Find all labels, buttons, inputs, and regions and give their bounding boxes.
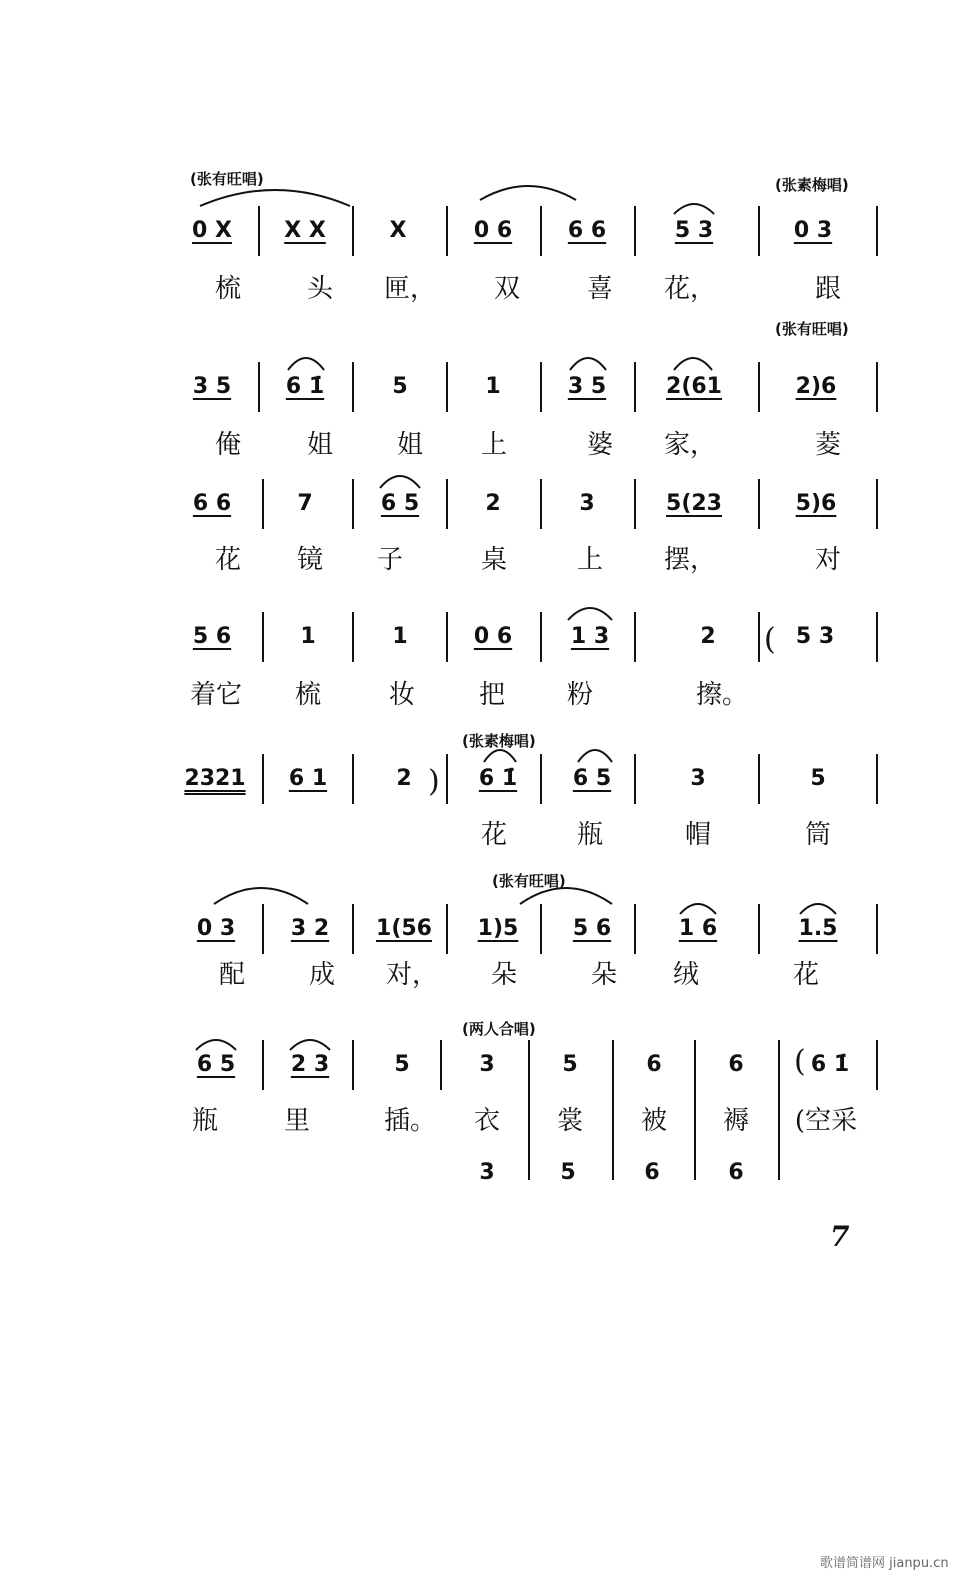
lyric-syllable: 菱 [814, 430, 842, 460]
lyric-syllable: 里 [283, 1106, 311, 1136]
second-voice-note: 3 [479, 1160, 495, 1185]
lyric-syllable: 把 [478, 680, 506, 710]
second-voice-note: 5 [560, 1160, 576, 1185]
note-group: 0 3 [793, 218, 833, 243]
note-group: 2 [396, 766, 412, 791]
note-group: X X [284, 218, 326, 243]
lyric-syllable: 俺 [214, 430, 242, 460]
slur-mark [288, 358, 324, 370]
note-group: 1 [392, 624, 408, 649]
slur-mark [568, 608, 612, 620]
page-number: 7 [830, 1220, 850, 1253]
lyric-syllable: 配 [218, 960, 246, 990]
lyric-syllable: 衣 [473, 1106, 501, 1136]
lyric-syllable: (空采 [794, 1106, 858, 1136]
note-group: 5 [394, 1052, 410, 1077]
parenthesis-mark: ) [428, 764, 440, 799]
lyric-syllable: 筒 [804, 820, 832, 850]
lyric-syllable: 婆 [586, 430, 614, 460]
note-group: 1 6 [678, 916, 718, 941]
slur-mark [520, 888, 612, 904]
note-group: 6 [728, 1052, 744, 1077]
note-group: 3 [690, 766, 706, 791]
note-group: 7 [297, 491, 313, 516]
singer-label: (张有旺唱) [775, 320, 849, 338]
lyric-syllable: 成 [308, 960, 336, 990]
lyric-syllable: 瓶 [576, 820, 604, 850]
slur-mark [484, 750, 516, 762]
note-group: 1(56 [376, 916, 432, 941]
note-group: 5 [392, 374, 408, 399]
note-group: 3 5 [192, 374, 232, 399]
note-group: 0 3 [196, 916, 236, 941]
lyric-syllable: 绒 [672, 960, 700, 990]
slur-mark [480, 186, 576, 200]
lyric-syllable: 子 [376, 545, 404, 575]
parenthesis-mark: ( [764, 622, 776, 657]
lyric-syllable: 对， [385, 960, 439, 990]
note-group: 6 1̇ [478, 766, 518, 791]
lyric-syllable: 花 [792, 960, 820, 990]
lyric-syllable: 姐 [396, 430, 424, 460]
note-group: 3 5 [567, 374, 607, 399]
site-watermark: 歌谱简谱网 jianpu.cn [820, 1556, 949, 1571]
lyric-syllable: 花， [663, 274, 717, 304]
note-group: 6 1 [288, 766, 328, 791]
lyric-syllable: 上 [480, 430, 508, 460]
lyric-syllable: 帽 [684, 820, 712, 850]
second-voice-note: 6 [644, 1160, 660, 1185]
singer-label: (两人合唱) [462, 1020, 536, 1038]
lyric-syllable: 家， [663, 430, 717, 460]
note-group: 6 [646, 1052, 662, 1077]
lyric-syllable: 花 [480, 820, 508, 850]
lyric-syllable: 花 [214, 545, 242, 575]
slur-mark [214, 888, 308, 904]
slur-mark [674, 358, 712, 370]
lyric-syllable: 被 [640, 1106, 668, 1136]
slur-mark [800, 904, 836, 914]
note-group: 5 3 [674, 218, 714, 243]
lyric-syllable: 裳 [556, 1106, 584, 1136]
note-group: 0 X [192, 218, 232, 243]
note-group: 6 1̇ [285, 374, 325, 399]
lyric-syllable: 摆， [663, 545, 717, 575]
note-group: 2 [485, 491, 501, 516]
note-group: 3 2 [290, 916, 330, 941]
lyric-syllable: 梳 [294, 680, 322, 710]
note-group: 6 5 [380, 491, 420, 516]
lyric-syllable: 着它 [189, 680, 243, 710]
note-group: 3 [579, 491, 595, 516]
note-group: 2 3 [290, 1052, 330, 1077]
note-group: X [389, 218, 407, 243]
lyric-syllable: 跟 [814, 274, 842, 304]
note-group: 1)5 [477, 916, 519, 941]
lyric-syllable: 匣， [383, 274, 437, 304]
note-group: 5 [810, 766, 826, 791]
lyric-syllable: 擦。 [695, 680, 749, 710]
lyric-syllable: 朵 [590, 960, 618, 990]
note-group: 1 [485, 374, 501, 399]
lyric-syllable: 桌 [480, 545, 508, 575]
lyric-syllable: 瓶 [191, 1106, 219, 1136]
note-group: 6 6 [567, 218, 607, 243]
second-voice-note: 6 [728, 1160, 744, 1185]
singer-label: (张素梅唱) [775, 176, 849, 194]
note-group: 5)6 [795, 491, 837, 516]
note-group: 0 6 [473, 624, 513, 649]
note-group: 5 6 [572, 916, 612, 941]
note-group: 1 [300, 624, 316, 649]
slur-mark [196, 1040, 236, 1050]
lyric-syllable: 姐 [306, 430, 334, 460]
parenthesis-mark: ( [794, 1044, 806, 1079]
note-group: 3 [479, 1052, 495, 1077]
lyric-syllable: 梳 [214, 274, 242, 304]
lyric-syllable: 插。 [383, 1106, 437, 1136]
note-group: 1.5 [798, 916, 838, 941]
note-group: 0 6 [473, 218, 513, 243]
note-group: 6 1̇ [810, 1052, 850, 1077]
lyric-syllable: 褥 [722, 1106, 750, 1136]
singer-label: (张有旺唱) [492, 872, 566, 890]
slur-mark [290, 1040, 330, 1050]
note-group: 6 6 [192, 491, 232, 516]
note-group: 6 5 [196, 1052, 236, 1077]
lyric-syllable: 粉 [566, 680, 594, 710]
note-group: 2 [700, 624, 716, 649]
slur-mark [680, 904, 716, 914]
note-group: 1 3 [570, 624, 610, 649]
lyric-syllable: 镜 [296, 545, 324, 575]
note-group: 2)6 [795, 374, 837, 399]
note-group: 2321 [184, 766, 246, 791]
slur-mark [380, 476, 420, 488]
lyric-syllable: 妆 [388, 680, 416, 710]
lyric-syllable: 对 [814, 545, 842, 575]
singer-label: (张有旺唱) [190, 170, 264, 188]
lyric-syllable: 双 [493, 274, 521, 304]
slur-mark [200, 190, 350, 206]
lyric-syllable: 喜 [586, 274, 614, 304]
note-group: 5 6 [192, 624, 232, 649]
lyric-syllable: 上 [576, 545, 604, 575]
note-group: 6 5 [572, 766, 612, 791]
note-group: 5 [562, 1052, 578, 1077]
note-group: 5(23 [666, 491, 722, 516]
singer-label: (张素梅唱) [462, 732, 536, 750]
lyric-syllable: 头 [306, 274, 334, 304]
lyric-syllable: 朵 [490, 960, 518, 990]
note-group: 2(61 [666, 374, 722, 399]
note-group: 5 3 [795, 624, 835, 649]
slur-mark [578, 750, 612, 762]
slur-mark [570, 358, 606, 370]
slur-mark [674, 204, 714, 214]
